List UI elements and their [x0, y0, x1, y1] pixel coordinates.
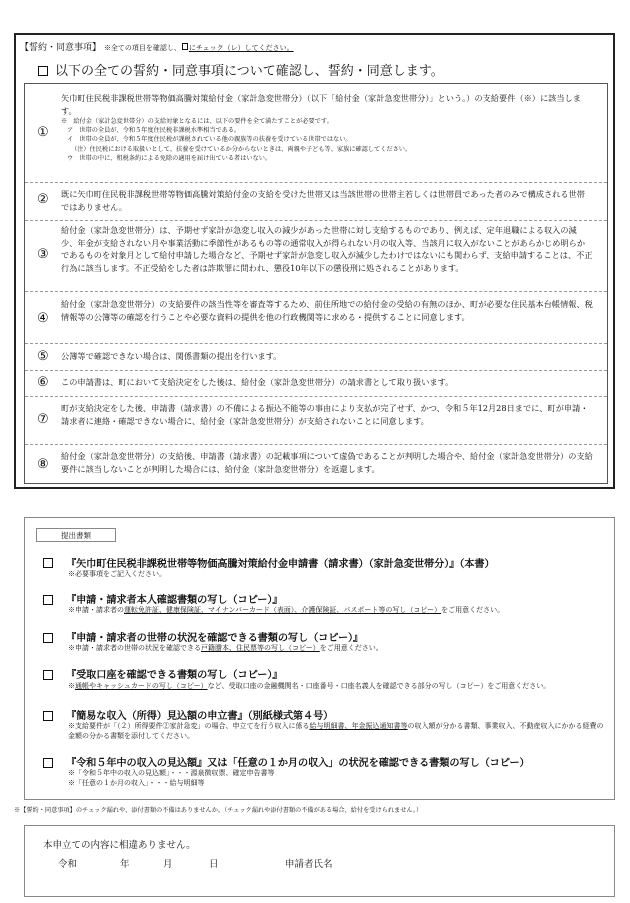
pledge-item-1: 矢巾町住民税非課税世帯等物価高騰対策給付金（家計急変世帯分）（以下「給付金（家計急変世帯分）」という。）の支給要件（※）に該当します。 ※ 給付金（家計急変世帯分）の支給対象となるには、以下の要件を全て満たすことが必要です。 ア 世帯の全員が、令和５年度住民税非課税水準相当である。 イ 世帯の全員が、令和５年度住民税が課税されている他の親族等の扶養を受けている世帯ではない。 （注）住民税における取扱いとして、扶養を受けているか分からないときは、両親や子ども等、家族に確認してください。 ウ 世帯の中に、租税条約による免除の適用を届け出ている者はいない。 [61, 92, 593, 163]
pledge-item-6: この申請書は、町において支給決定をした後は、給付金（家計急変世帯分）の請求書として取り扱います。 [61, 377, 454, 387]
document-title-1: 『矢巾町住民税非課税世帯等物価高騰対策給付金申請書（請求書）（家計急変世帯分）』（本書） [66, 558, 495, 570]
date-month-label[interactable]: 月 [163, 859, 173, 870]
pledge-item-4: 給付金（家計急変世帯分）の支給要件の該当性等を審査等するため、前住所地での給付金の受給の有無のほか、町が必要な住民基本台帳情報、税情報等の公簿等の確認を行うことや必要な資料の提供を他の行政機関等に求める・提供することに同意します。 [61, 299, 593, 322]
item-number-7: ⑦ [37, 412, 49, 427]
applicant-name-label[interactable]: 申請者氏名 [285, 859, 333, 870]
document-checkbox-6[interactable] [43, 758, 53, 768]
pledge-item-5: 公簿等で確認できない場合は、関係書類の提出を行います。 [61, 351, 282, 361]
document-note-2: ※申請・請求者の運転免許証、健康保険証、マイナンバーカード（表面）、介護保険証、パスポート等の写し（コピー）をご用意ください。 [68, 606, 505, 614]
document-title-5: 『簡易な収入（所得）見込額の申立書』（別紙様式第４号） [66, 710, 334, 722]
pledge-header-title: 【誓約・同意事項】 [20, 43, 102, 53]
item-divider [25, 220, 607, 221]
date-year-label[interactable]: 年 [120, 859, 130, 870]
pledge-header-note: ※全ての項目を確認し、 にチェック（レ）してください。 [103, 44, 294, 52]
pledge-item-7: 町が支給決定をした後、申請書（請求書）の不備による振込不能等の事由により支払が完了せず、かつ、令和５年12月28日までに、町が申請・請求者に連絡・確認できない場合に、給付金（家計急変世帯分）が支給されないことに同意します。 [61, 403, 589, 426]
document-checkbox-4[interactable] [43, 670, 53, 680]
document-checkbox-2[interactable] [43, 595, 53, 605]
item-number-2: ② [37, 192, 49, 207]
document-title-6: 『令和５年中の収入の見込額』又は「任意の１か月の収入」の状況を確認できる書類の写し（コピー） [66, 757, 530, 769]
document-checkbox-5[interactable] [43, 711, 53, 721]
item-divider [25, 370, 607, 371]
item-divider [25, 343, 607, 344]
agree-all-label: 以下の全ての誓約・同意事項について確認し、誓約・同意します。 [55, 64, 444, 79]
agree-all-checkbox[interactable] [38, 66, 48, 76]
document-note-1: ※必要事項をご記入ください。 [68, 570, 166, 578]
document-note-6: ※「令和５年中の収入の見込額」・・・源泉徴収票、確定申告書等 ※「任意の１か月の収入」・・・給与明細等 [68, 769, 275, 787]
pledge-header [20, 40, 294, 53]
item-number-1: ① [37, 125, 49, 140]
item-number-6: ⑥ [37, 375, 49, 390]
document-note-4: ※通帳やキャッシュカードの写し（コピー）など、受取口座の金融機関名・口座番号・口座名義人を確認できる部分の写し（コピー）をご用意ください。 [68, 682, 551, 690]
item-divider [25, 182, 607, 183]
date-era-label: 令和 [58, 859, 78, 870]
checkbox-icon [182, 43, 188, 50]
document-title-4: 『受取口座を確認できる書類の写し（コピー）』 [66, 669, 283, 681]
pledge-item-8: 給付金（家計急変世帯分）の支給後、申請書（請求書）の記載事項について虚偽であることが判明した場合や、給付金（家計急変世帯分）の支給要件に該当しないことが判明した場合には、給付金（家計急変世帯分）を返還します。 [61, 451, 593, 474]
date-day-label[interactable]: 日 [209, 859, 219, 870]
item-divider [25, 396, 607, 397]
item-divider [25, 444, 607, 445]
document-title-3: 『申請・請求者の世帯の状況を確認できる書類の写し（コピー）』 [66, 632, 364, 644]
document-note-5: ※支給要件が「（２）所得要件②家計急変」の場合、申立てを行う収入に係る給与明細書、年金振込通知書等の収入額が分かる書類、事業収入、不動産収入にかかる経費の金額の分かる書類を添付してください。 [68, 722, 604, 740]
pledge-item-1-requirements: ※ 給付金（家計急変世帯分）の支給対象となるには、以下の要件を全て満たすことが必要です。 ア 世帯の全員が、令和５年度住民税非課税水準相当である。 イ 世帯の全員が、令和５年度住民税が課税されている他の親族等の扶養を受けている世帯ではない。 （注）住民税における取扱いとして、扶養を受けているか分からないときは、両親や子ども等、家族に確認してください。 ウ 世帯の中に、租税条約による免除の適用を届け出ている者はいない。 [61, 118, 412, 162]
confirmation-text: 本申立ての内容に相違ありません。 [43, 840, 196, 851]
item-number-4: ④ [37, 311, 49, 326]
item-divider [25, 291, 607, 292]
footnote: ※【誓約・同意事項】のチェック漏れや、添付書類の不備はありませんか。（チェック漏れや添付書類の不備がある場合、給付を受けられません。） [14, 807, 423, 814]
item-number-5: ⑤ [37, 349, 49, 364]
documents-label: 提出書類 [36, 528, 116, 542]
item-number-3: ③ [37, 247, 49, 262]
document-checkbox-3[interactable] [43, 633, 53, 643]
document-checkbox-1[interactable] [43, 558, 53, 568]
document-note-3: ※申請・請求者の世帯の状況を確認できる戸籍謄本、住民票等の写し（コピー）をご用意ください。 [68, 644, 383, 652]
pledge-item-2: 既に矢巾町住民税非課税世帯等物価高騰対策給付金の支給を受けた世帯又は当該世帯の世帯主若しくは世帯員であった者のみで構成される世帯ではありません。 [61, 189, 585, 212]
agree-all-row[interactable] [38, 60, 444, 79]
pledge-item-3: 給付金（家計急変世帯分）は、予期せず家計が急変し収入の減少があった世帯に対し支給するものであり、例えば、定年退職による収入の減少、年金が支給されない月や事業活動に季節性があるもの等の通常収入が得られない月の収入等、当該月に収入がないことがあらかじめ明らかであるものを対象月として給付申請した場合など、予期せず家計が急変し収入が減少したわけではないにも関わらず、支給申請することは、不正行為に該当します。不正受給をした者は詐欺罪に問われ、懲役10年以下の懲役刑に処されることがあります。 [61, 225, 593, 273]
document-title-2: 『申請・請求者本人確認書類の写し（コピー）』 [66, 594, 283, 606]
item-number-8: ⑧ [37, 457, 49, 472]
